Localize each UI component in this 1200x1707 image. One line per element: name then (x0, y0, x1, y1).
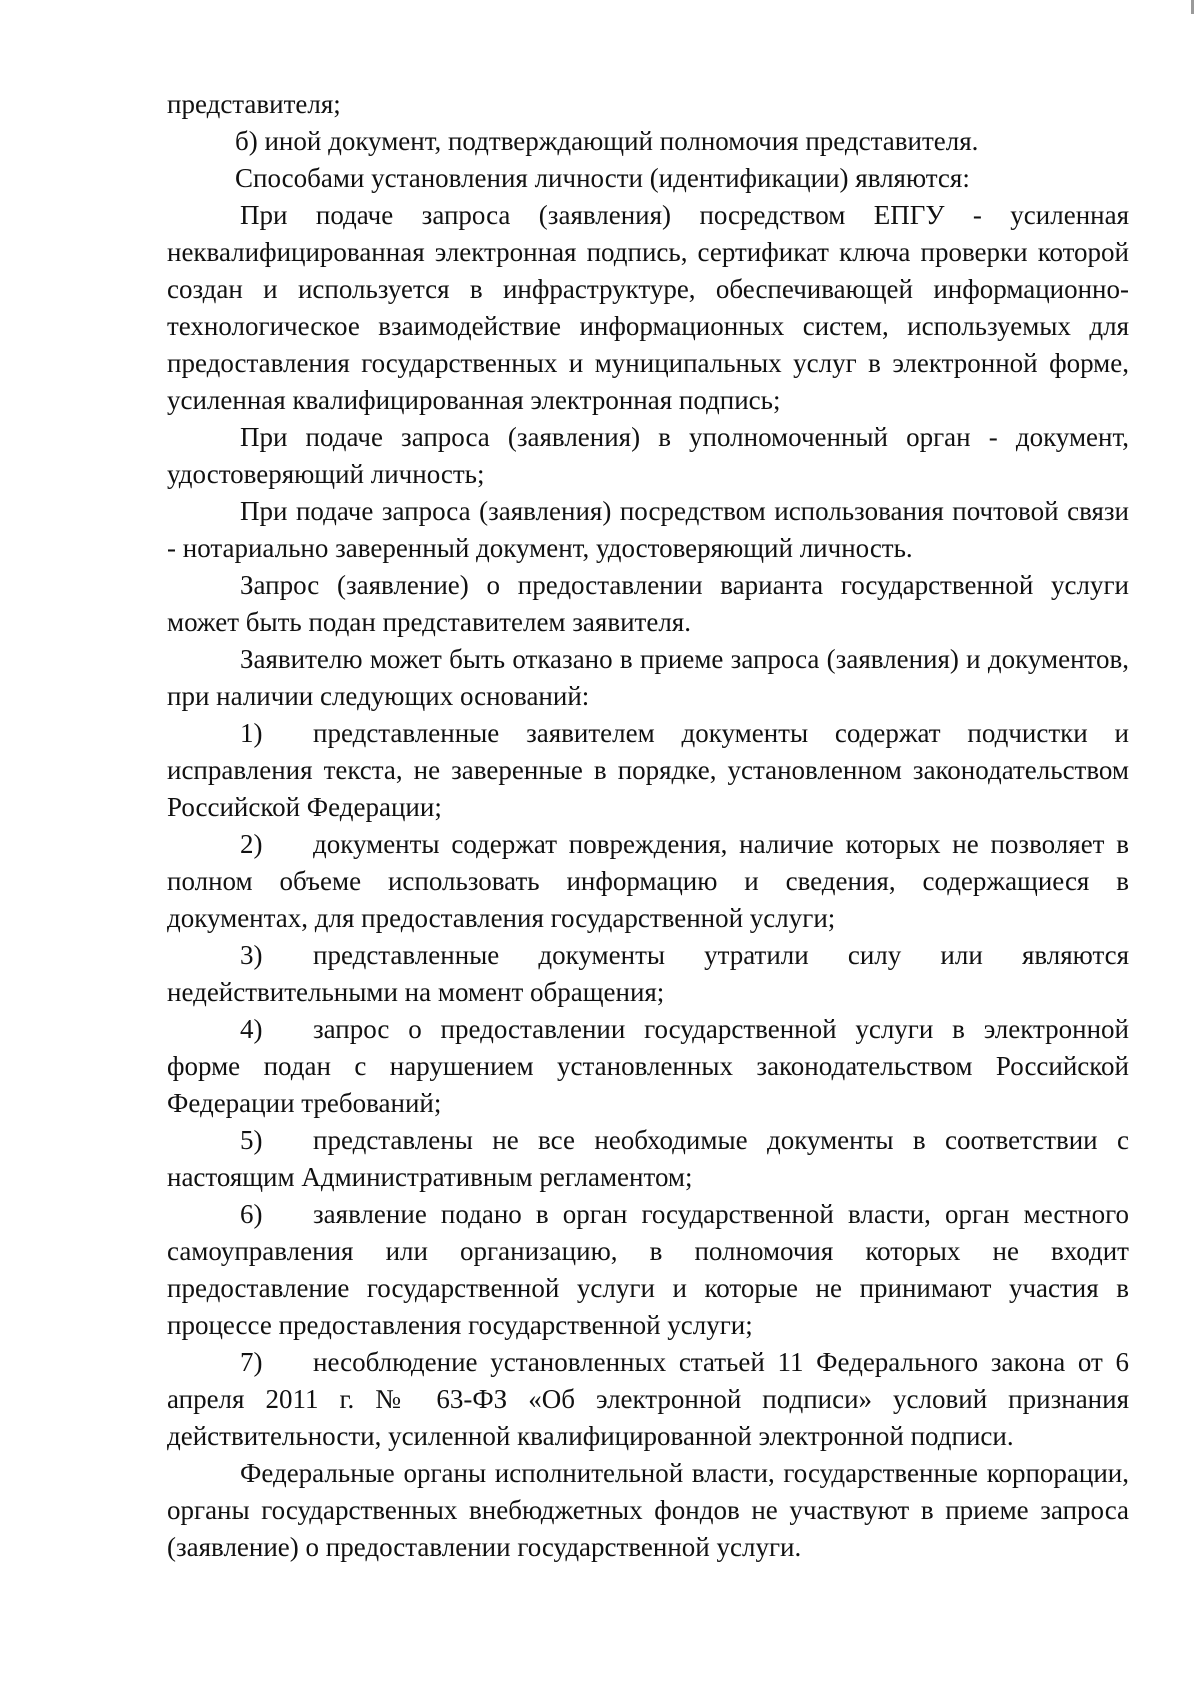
list-item (167, 1122, 1129, 1196)
paragraph-authorized-body: При подаче запроса (заявления) в уполномоченный орган - документ, удостоверяющий личность; (167, 422, 1129, 489)
list-item-number: 2) (240, 829, 263, 859)
list-item-text: заявление подано в орган государственной власти, орган местного самоуправления или организацию, в полномочия которых не входит предоставление государственной услуги и которые не принимают участия в процессе предоставления государственной услуги; (167, 1199, 1129, 1340)
list-item-text: представленные заявителем документы содержат подчистки и исправления текста, не заверенные в порядке, установленном законодательством Российской Федерации; (167, 718, 1129, 822)
paragraph-identification-methods: Способами установления личности (идентификации) являются: (235, 163, 970, 193)
list-item-number: 5) (240, 1125, 263, 1155)
paragraph-continuation: представителя; (167, 89, 341, 119)
list-item (167, 715, 1129, 826)
list-item (167, 1011, 1129, 1122)
paragraph-postal: При подаче запроса (заявления) посредством использования почтовой связи - нотариально заверенный документ, удостоверяющий личность. (167, 496, 1129, 563)
paragraph-federal-bodies: Федеральные органы исполнительной власти, государственные корпорации, органы государственных внебюджетных фондов не участвуют в приеме запроса (заявление) о предоставлении государственной услуги. (167, 1458, 1129, 1562)
list-item-text: представлены не все необходимые документы в соответствии с настоящим Административным регламентом; (167, 1125, 1129, 1192)
list-item-text: запрос о предоставлении государственной услуги в электронной форме подан с нарушением установленных законодательством Российской Федерации требований; (167, 1014, 1129, 1118)
list-item-text: представленные документы утратили силу или являются недействительными на момент обращения; (167, 940, 1129, 1007)
list-item (167, 1196, 1129, 1344)
list-item-text: несоблюдение установленных статьей 11 Федерального закона от 6 апреля 2011 г. № 63-ФЗ «Об электронной подписи» условий признания действительности, усиленной квалифицированной электронной подписи. (167, 1347, 1129, 1451)
list-item-number: 7) (240, 1347, 263, 1377)
list-item-number: 4) (240, 1014, 263, 1044)
list-item-number: 1) (240, 718, 263, 748)
list-item (167, 1344, 1129, 1455)
document-page (167, 86, 1129, 1566)
list-item-number: 6) (240, 1199, 263, 1229)
paragraph-epgu-signature: При подаче запроса (заявления) посредством ЕПГУ - усиленная неквалифицированная электронная подпись, сертификат ключа проверки которой создан и используется в инфраструктуре, обеспечивающей информационно-технологическое взаимодействие информационных систем, используемых для предоставления государственных и муниципальных услуг в электронной форме, усиленная квалифицированная электронная подпись; (167, 200, 1129, 415)
list-item (167, 826, 1129, 937)
paragraph-representative-submission: Запрос (заявление) о предоставлении варианта государственной услуги может быть подан представителем заявителя. (167, 570, 1129, 637)
list-item-text: документы содержат повреждения, наличие которых не позволяет в полном объеме использовать информацию и сведения, содержащиеся в документах, для предоставления государственной услуги; (167, 829, 1129, 933)
list-item-number: 3) (240, 940, 263, 970)
paragraph-representative-doc: б) иной документ, подтверждающий полномочия представителя. (235, 126, 979, 156)
paragraph-refusal-grounds: Заявителю может быть отказано в приеме запроса (заявления) и документов, при наличии следующих оснований: (167, 644, 1129, 711)
scan-edge-mark (1191, 0, 1194, 14)
list-item (167, 937, 1129, 1011)
